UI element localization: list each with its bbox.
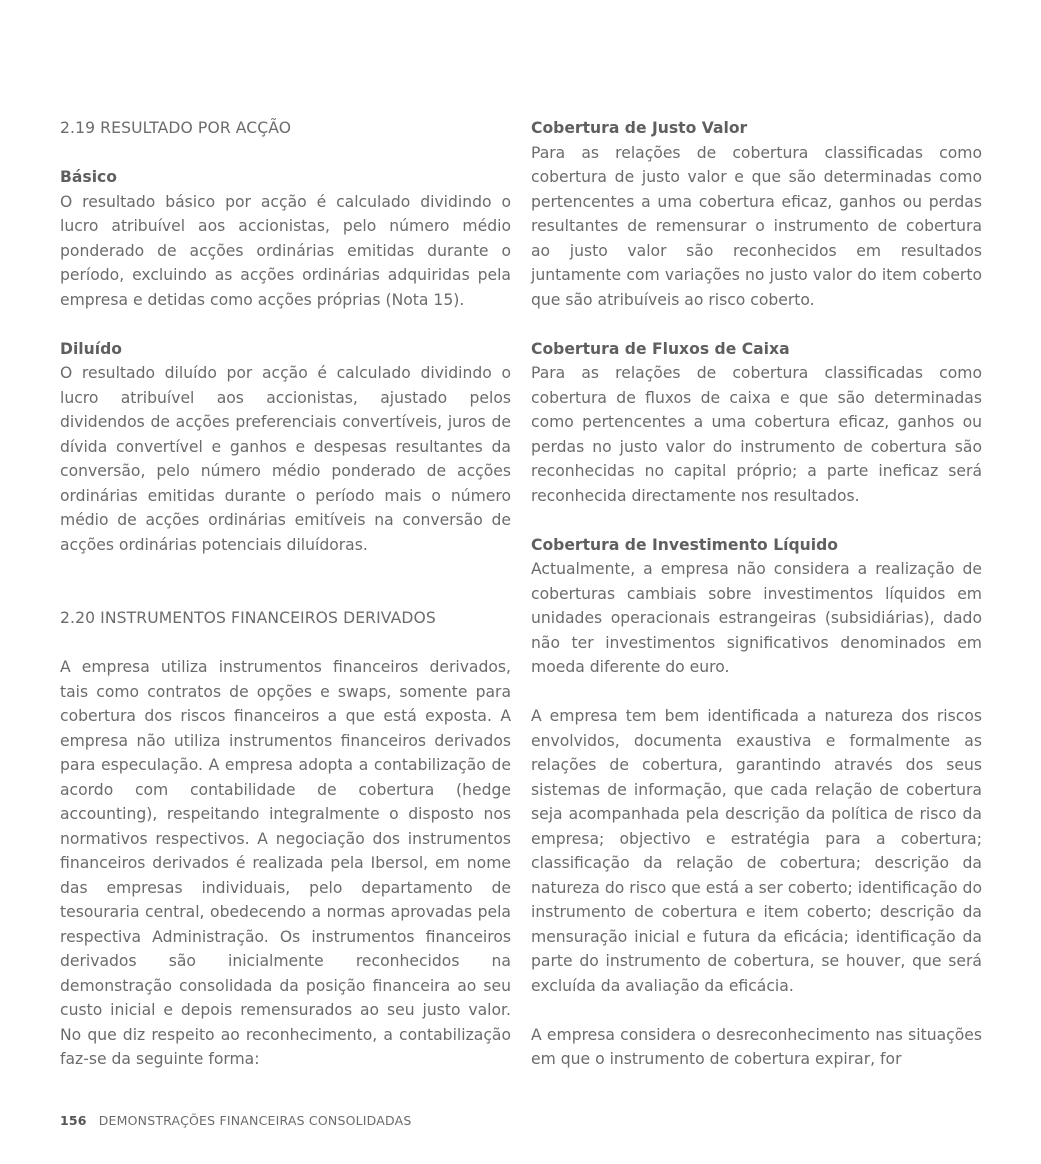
section-title-instrumentos-financeiros: 2.20 INSTRUMENTOS FINANCEIROS DERIVADOS <box>60 609 436 627</box>
justo-valor-paragraph: Para as relações de cobertura classificadas como cobertura de justo valor e que são determinadas como pertencentes a uma cobertura eficaz, ganhos ou perdas resultantes de remensurar o instrumento de cobertura ao justo valor são reconhecidos em resultados juntamente com variações no justo valor do item coberto que são atribuíveis ao risco coberto. <box>531 143 982 309</box>
diluido-paragraph: O resultado diluído por acção é calculado dividindo o lucro atribuível aos accionistas, ajustado pelos dividendos de acções preferenciais convertíveis, juros de dívida convertível e ganhos e despesas resultantes da conversão, pelo número médio ponderado de acções ordinárias emitidas durante o período mais o número médio de acções ordinárias emitíveis na conversão de acções ordinárias potenciais diluídoras. <box>60 364 511 554</box>
section-title-resultado-por-accao: 2.19 RESULTADO POR ACÇÃO <box>60 119 292 137</box>
desreconhecimento-paragraph: A empresa considera o desreconhecimento nas situações em que o instrumento de cobertura expirar, for <box>531 1025 982 1068</box>
justo-valor-heading: Cobertura de Justo Valor <box>531 119 748 137</box>
natureza-riscos-paragraph: A empresa tem bem identificada a natureza dos riscos envolvidos, documenta exaustiva e formalmente as relações de cobertura, garantindo através dos seus sistemas de informação, que cada relação de cobertura seja acompanhada pela descrição da política de risco da empresa; objectivo e estratégia para a cobertura; classificação da relação de cobertura; descrição da natureza do risco que está a ser coberto; identificação do instrumento de cobertura e item coberto; descrição da mensuração inicial e futura da eficácia; identificação da parte do instrumento de cobertura, se houver, que será excluída da avaliação da eficácia. <box>531 707 982 995</box>
diluido-heading: Diluído <box>60 339 122 358</box>
basico-heading: Básico <box>60 168 117 186</box>
page-footer <box>60 1112 412 1130</box>
fluxos-caixa-paragraph: Para as relações de cobertura classificadas como cobertura de fluxos de caixa e que são determinadas como pertencentes a uma cobertura eficaz, ganhos ou perdas no justo valor do instrumento de cobertura são reconhecidas no capital próprio; a parte ineficaz será reconhecida directamente nos resultados. <box>531 364 982 505</box>
instrumentos-paragraph: A empresa utiliza instrumentos financeiros derivados, tais como contratos de opções e swaps, somente para cobertura dos riscos financeiros a que está exposta. A empresa não utiliza instrumentos financeiros derivados para especulação. A empresa adopta a contabilização de acordo com contabilidade de cobertura (hedge accounting), respeitando integralmente o disposto nos normativos respectivos. A negociação dos instrumentos financeiros derivados é realizada pela Ibersol, em nome das empresas individuais, pelo departamento de tesouraria central, obedecendo a normas aprovadas pela respectiva Administração. Os instrumentos financeiros derivados são inicialmente reconhecidos na demonstração consolidada da posição financeira ao seu custo inicial e depois remensurados ao seu justo valor. No que diz respeito ao reconhecimento, a contabilização faz-se da seguinte forma: <box>60 658 511 1068</box>
investimento-liquido-paragraph: Actualmente, a empresa não considera a realização de coberturas cambiais sobre investimentos líquidos em unidades operacionais estrangeiras (subsidiárias), dado não ter investimentos significativos denominados em moeda diferente do euro. <box>531 560 982 676</box>
footer-document-title: DEMONSTRAÇÕES FINANCEIRAS CONSOLIDADAS <box>98 1113 412 1128</box>
right-column <box>531 116 982 1072</box>
left-column <box>60 116 511 1072</box>
investimento-liquido-heading: Cobertura de Investimento Líquido <box>531 535 838 554</box>
page-number: 156 <box>60 1113 87 1128</box>
basico-paragraph: O resultado básico por acção é calculado dividindo o lucro atribuível aos accionistas, pelo número médio ponderado de acções ordinárias emitidas durante o período, excluindo as acções ordinárias adquiridas pela empresa e detidas como acções próprias (Nota 15). <box>60 192 511 309</box>
fluxos-caixa-heading: Cobertura de Fluxos de Caixa <box>531 339 790 358</box>
